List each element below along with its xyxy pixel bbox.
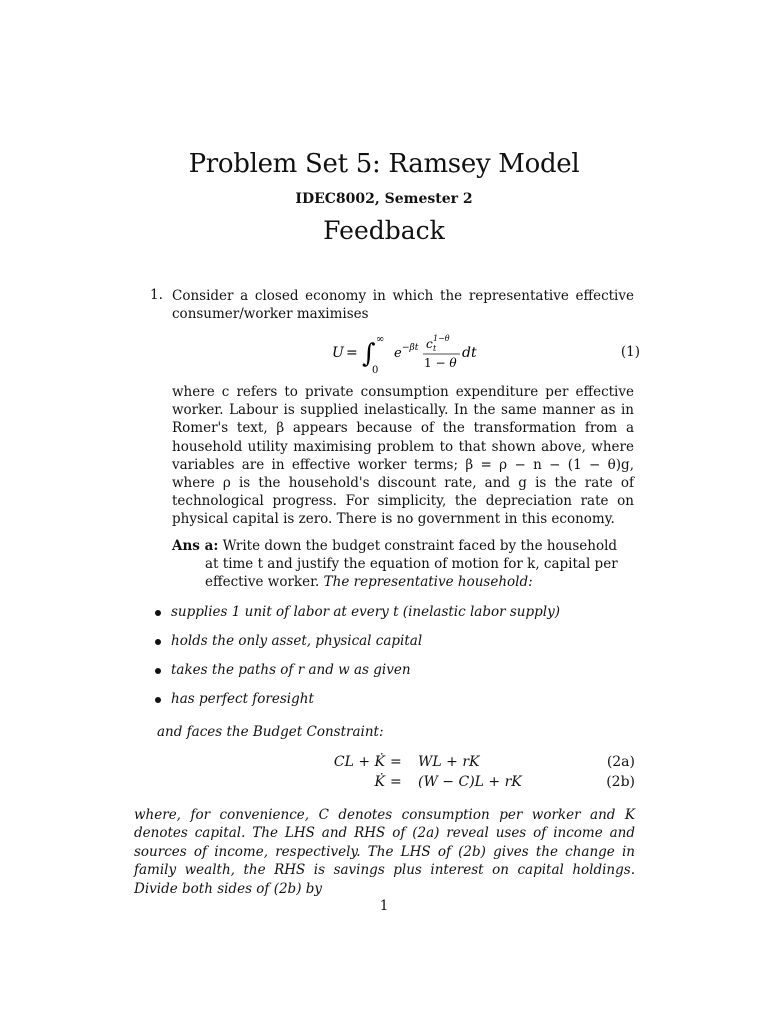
list-item: supplies 1 unit of labor at every t (inelastic labor supply) — [155, 604, 560, 633]
answer-text: Write down the budget constraint faced by the household at time t and justify the equation of motion for k, capital per effective worker. — [205, 538, 618, 591]
svg-text:e: e — [394, 346, 402, 361]
section-heading: Feedback — [323, 216, 445, 245]
list-item: has perfect foresight — [155, 691, 560, 720]
svg-text:∞: ∞ — [376, 334, 385, 345]
question-number: 1. — [150, 287, 163, 303]
page-number: 1 — [379, 898, 389, 914]
equation-row — [280, 754, 635, 774]
equation-lhs: K̇ — [374, 774, 385, 790]
utility-equation — [330, 330, 640, 376]
equals-sign: = — [390, 774, 402, 790]
bullet-icon — [155, 610, 161, 616]
budget-constraint-intro: and faces the Budget Constraint: — [157, 724, 384, 740]
closing-paragraph: where, for convenience, C denotes consumption per worker and K denotes capital. The LHS and RHS of (2a) reveal uses of income and sources of income, respectively. The LHS of (2b) gives the change in family wealth, the RHS is savings plus interest on capital holdings. Divide both sides of (2b) by — [134, 807, 635, 897]
svg-text:0: 0 — [372, 365, 379, 376]
budget-constraint-equations — [280, 754, 635, 794]
svg-text:1−θ: 1−θ — [433, 334, 450, 343]
equals-sign: = — [390, 754, 402, 770]
document-title: Problem Set 5: Ramsey Model — [188, 149, 580, 179]
answer-label: Ans a: — [172, 538, 219, 554]
equation-rhs: WL + rK — [418, 754, 480, 770]
question-intro: Consider a closed economy in which the representative effective consumer/worker maximises — [172, 288, 634, 323]
svg-text:c: c — [426, 337, 433, 351]
utility-equation-math — [330, 330, 610, 376]
equation-rhs: (W − C)L + rK — [418, 774, 522, 790]
equation-number: (1) — [620, 344, 640, 360]
equation-number: (2b) — [606, 774, 635, 790]
question-body: where c refers to private consumption expenditure per effective worker. Labour is supplied inelastically. In the same manner as in Romer's text, β appears because of the transformation from a household utility maximising problem to that shown above, where variables are in effective worker terms; β = ρ − n − (1 − θ)g, where ρ is the household's discount rate, and g is the rate of technological progress. For simplicity, the depreciation rate on physical capital is zero. There is no government in this economy. — [172, 384, 634, 528]
svg-text:t: t — [433, 344, 437, 353]
answer-italic-lead: The representative household: — [323, 574, 533, 591]
answer-block — [172, 537, 634, 592]
course-subtitle: IDEC8002, Semester 2 — [295, 191, 473, 207]
bullet-icon — [155, 668, 161, 674]
bullet-icon — [155, 697, 161, 703]
svg-text:=: = — [346, 345, 358, 361]
equation-lhs: CL + K̇ — [333, 754, 385, 770]
equation-row — [280, 774, 635, 794]
svg-text:∫: ∫ — [362, 339, 376, 369]
svg-text:1 − θ: 1 − θ — [424, 356, 457, 370]
svg-text:dt: dt — [462, 345, 477, 361]
list-item: takes the paths of r and w as given — [155, 662, 560, 691]
bullet-list — [155, 604, 560, 720]
svg-text:−βt: −βt — [402, 343, 419, 353]
list-item: holds the only asset, physical capital — [155, 633, 560, 662]
svg-text:U: U — [332, 345, 344, 361]
bullet-icon — [155, 639, 161, 645]
equation-number: (2a) — [606, 754, 635, 770]
